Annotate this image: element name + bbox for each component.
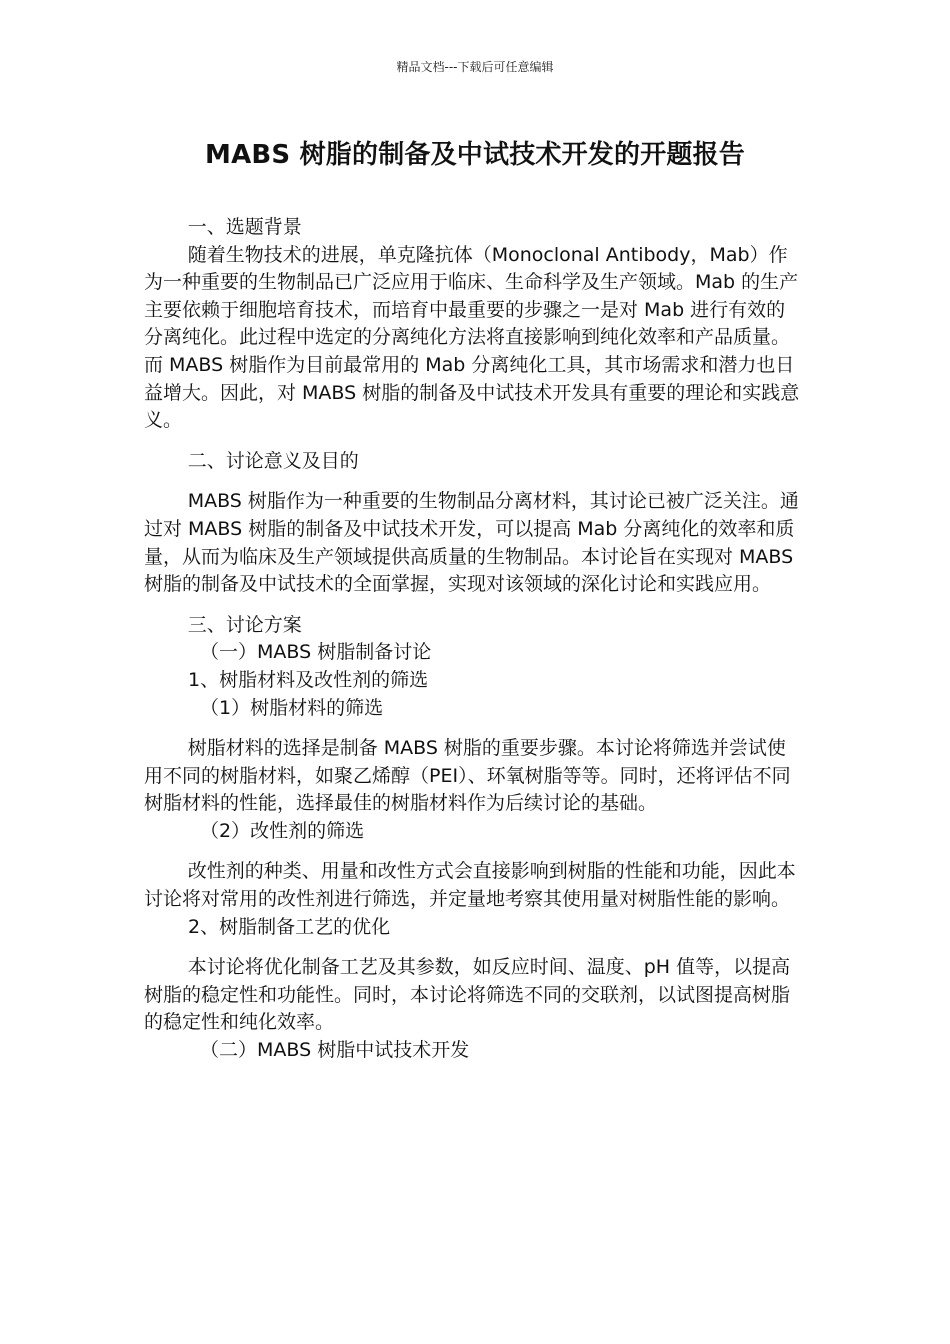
section-3-heading: 三、讨论方案	[187, 613, 302, 636]
section-3-item-1-b: （2）改性剂的筛选	[200, 819, 365, 842]
document-body	[144, 214, 804, 1065]
document-title: MABS 树脂的制备及中试技术开发的开题报告	[205, 140, 745, 170]
section-3-item-1: 1、树脂材料及改性剂的筛选	[188, 668, 429, 691]
section-3-item-2: 2、树脂制备工艺的优化	[188, 915, 391, 938]
section-2-heading: 二、讨论意义及目的	[187, 449, 359, 472]
section-3-item-1-a-paragraph: 树脂材料的选择是制备 MABS 树脂的重要步骤。本讨论将筛选并尝试使用不同的树脂材料，如聚乙烯醇（PEI）、环氧树脂等等。同时，还将评估不同树脂材料的性能，选择最佳的树脂材料作为后续讨论的基础。	[144, 737, 791, 815]
section-3-item-1-b-paragraph: 改性剂的种类、用量和改性方式会直接影响到树脂的性能和功能，因此本讨论将对常用的改性剂进行筛选，并定量地考察其使用量对树脂性能的影响。	[144, 860, 796, 911]
section-3-subheading-1: （一）MABS 树脂制备讨论	[200, 641, 432, 664]
section-2-paragraph: MABS 树脂作为一种重要的生物制品分离材料，其讨论已被广泛关注。通过对 MABS 树脂的制备及中试技术开发，可以提高 Mab 分离纯化的效率和质量，从而为临床及生产领域提供高质量的生物制品。本讨论旨在实现对 MABS 树脂的制备及中试技术的全面掌握，实现对该领域的深化讨论和实践应用。	[144, 490, 799, 596]
section-1-paragraph: 随着生物技术的进展，单克隆抗体（Monoclonal Antibody，Mab）作为一种重要的生物制品已广泛应用于临床、生命科学及生产领域。Mab 的生产主要依赖于细胞培育技术，而培育中最重要的步骤之一是对 Mab 进行有效的分离纯化。此过程中选定的分离纯化方法将直接影响到纯化效率和产品质量。而 MABS 树脂作为目前最常用的 Mab 分离纯化工具，其市场需求和潜力也日益增大。因此，对 MABS 树脂的制备及中试技术开发具有重要的理论和实践意义。	[144, 243, 800, 432]
section-1-heading: 一、选题背景	[187, 216, 302, 238]
section-3-item-2-paragraph: 本讨论将优化制备工艺及其参数，如反应时间、温度、pH 值等，以提高树脂的稳定性和功能性。同时，本讨论将筛选不同的交联剂，以试图提高树脂的稳定性和纯化效率。	[144, 956, 791, 1034]
section-3-subheading-2: （二）MABS 树脂中试技术开发	[200, 1039, 470, 1062]
section-3-item-1-a: （1）树脂材料的筛选	[200, 696, 384, 719]
header-note: 精品文档---下载后可任意编辑	[396, 60, 554, 74]
